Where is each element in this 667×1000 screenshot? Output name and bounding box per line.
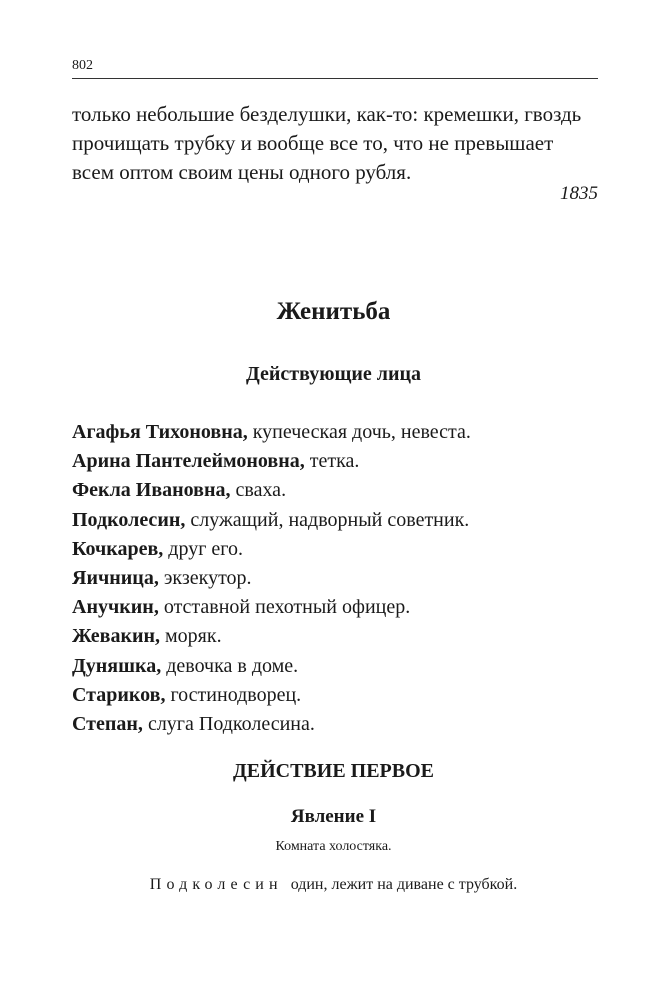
cast-item	[72, 652, 598, 681]
prose-paragraph	[72, 100, 598, 187]
character-description: служащий, надворный советник.	[185, 508, 470, 531]
character-name: Яичница,	[72, 566, 159, 589]
play-title: Женитьба	[276, 298, 391, 325]
character-name: Арина Пантелеймоновна,	[72, 450, 305, 473]
character-description: девочка в доме.	[161, 654, 299, 677]
stage-direction-character: Подколесин	[149, 876, 283, 893]
scene-setting: Комната холостяка.	[275, 839, 392, 854]
character-description: моряк.	[160, 625, 222, 648]
cast-heading: Действующие лица	[245, 363, 422, 385]
character-name: Анучкин,	[72, 596, 159, 619]
prose-line: всем оптом своим цены одного рубля.	[72, 160, 412, 184]
act-heading: ДЕЙСТВИЕ ПЕРВОЕ	[232, 760, 435, 782]
character-description: тетка.	[304, 450, 360, 473]
character-description: друг его.	[163, 537, 243, 560]
header-rule	[72, 78, 598, 79]
character-description: гостинодворец.	[165, 683, 302, 706]
character-name: Стариков,	[72, 683, 166, 706]
cast-item	[72, 476, 598, 505]
stage-direction-text: один, лежит на диване с трубкой.	[290, 876, 518, 893]
cast-item	[72, 681, 598, 710]
page-number: 802	[72, 58, 93, 73]
cast-item	[72, 447, 598, 476]
character-name: Жевакин,	[72, 625, 161, 648]
stage-direction	[0, 874, 667, 896]
scene-heading: Явление I	[290, 806, 377, 827]
cast-list	[72, 418, 598, 739]
character-description: экзекутор.	[158, 566, 252, 589]
character-name: Подколесин,	[72, 508, 186, 531]
character-description: отставной пехотный офицер.	[158, 596, 411, 619]
cast-item	[72, 710, 598, 739]
cast-item	[72, 564, 598, 593]
character-description: купеческая дочь, невеста.	[247, 421, 471, 443]
cast-item	[72, 535, 598, 564]
character-description: слуга Подколесина.	[142, 712, 315, 735]
cast-item	[72, 418, 598, 447]
character-name: Фекла Ивановна,	[72, 479, 231, 502]
cast-item	[72, 622, 598, 651]
character-name: Дуняшка,	[72, 654, 162, 677]
character-name: Степан,	[72, 712, 143, 735]
character-name: Кочкарев,	[72, 537, 164, 560]
cast-item	[72, 506, 598, 535]
cast-item	[72, 593, 598, 622]
prose-line: только небольшие безделушки, как-то: кремешки, гвоздь	[72, 102, 582, 126]
prose-line: прочищать трубку и вообще все то, что не превышает	[72, 131, 554, 155]
character-description: сваха.	[230, 479, 287, 502]
character-name: Агафья Тихоновна,	[72, 421, 248, 443]
date-signature: 1835	[560, 183, 598, 204]
